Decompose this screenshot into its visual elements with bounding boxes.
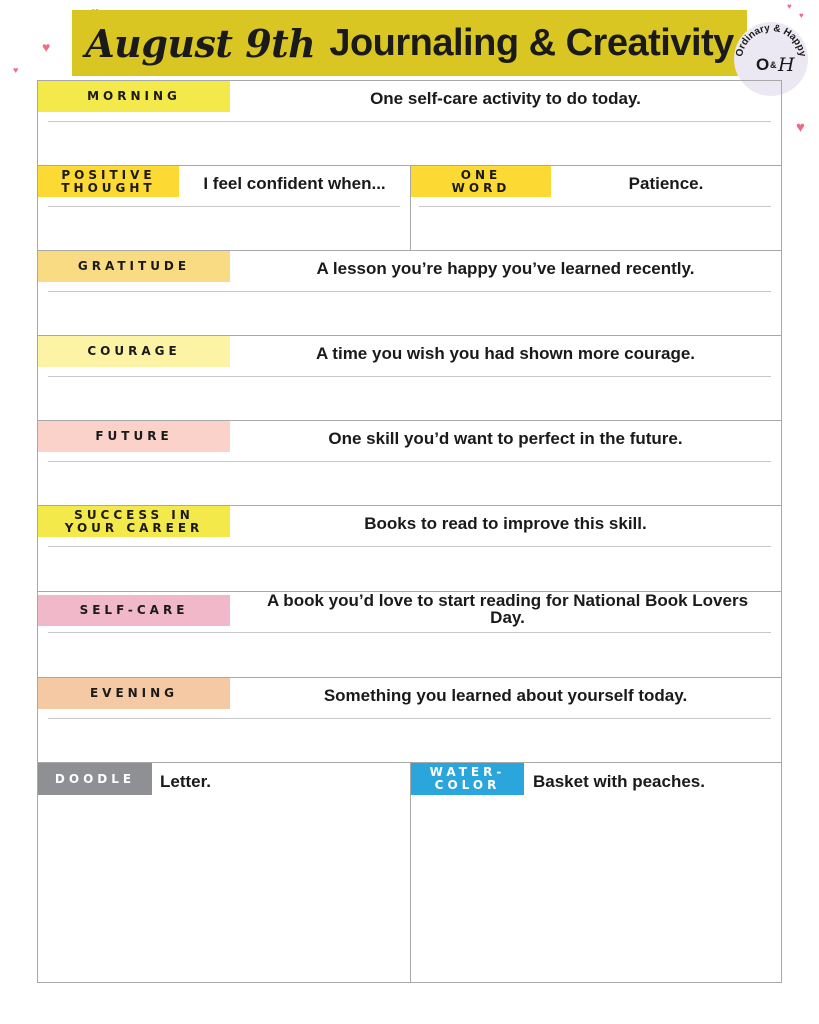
- future-writing-line[interactable]: [48, 461, 771, 462]
- doodle-label-text: DOODLE: [54, 771, 136, 786]
- gratitude-label-text: GRATITUDE: [77, 259, 191, 274]
- evening-prompt: Something you learned about yourself today.: [323, 685, 688, 705]
- self-care-section: [38, 592, 781, 678]
- positive-thought-label-line1: POSITIVE: [61, 167, 156, 182]
- gratitude-writing-line[interactable]: [48, 291, 771, 292]
- courage-prompt: A time you wish you had shown more courage.: [315, 343, 696, 363]
- logo-monogram-o: O: [756, 55, 770, 74]
- morning-label: [38, 81, 230, 112]
- positive-thought-cell: [38, 166, 410, 250]
- watercolor-cell[interactable]: [411, 763, 781, 982]
- one-word-label-line2: WORD: [451, 180, 511, 195]
- future-label-text: FUTURE: [95, 429, 173, 444]
- logo-monogram-h: H: [778, 54, 795, 76]
- one-word-prompt: Patience.: [628, 173, 704, 193]
- page-title: Journaling & Creativity: [329, 21, 734, 64]
- courage-writing-line[interactable]: [48, 376, 771, 377]
- morning-label-text: MORNING: [87, 89, 181, 104]
- logo-arc-text: Ordinary & Happy: [734, 22, 808, 58]
- self-care-prompt-line1: A book you’d love to start reading for National Book Lovers: [266, 591, 749, 610]
- success-career-label: [38, 506, 230, 537]
- doodle-cell[interactable]: [38, 763, 410, 982]
- future-label: [38, 421, 230, 452]
- self-care-prompt: [234, 592, 781, 626]
- self-care-writing-line[interactable]: [48, 632, 771, 633]
- courage-label: [38, 336, 230, 367]
- watercolor-label: [411, 763, 524, 795]
- one-word-cell: [411, 166, 781, 250]
- positive-thought-prompt: I feel confident when...: [203, 173, 386, 193]
- self-care-label: [38, 595, 230, 626]
- doodle-prompt: Letter.: [160, 771, 212, 791]
- heart-icon: ♥: [13, 65, 19, 75]
- one-word-writing-line[interactable]: [419, 206, 771, 207]
- title-banner: [72, 10, 747, 76]
- success-career-writing-line[interactable]: [48, 546, 771, 547]
- watercolor-label-line2: COLOR: [434, 778, 501, 792]
- self-care-label-text: SELF-CARE: [79, 603, 189, 618]
- evening-writing-line[interactable]: [48, 718, 771, 719]
- page-date: August 9th: [85, 20, 316, 66]
- gratitude-prompt: A lesson you’re happy you’ve learned recently.: [316, 258, 695, 278]
- future-prompt: One skill you’d want to perfect in the future.: [328, 428, 683, 448]
- positive-thought-label-line2: THOUGHT: [61, 180, 156, 195]
- evening-label: [38, 678, 230, 709]
- courage-section: [38, 336, 781, 421]
- success-career-label-line1: SUCCESS IN: [74, 507, 194, 522]
- gratitude-section: [38, 251, 781, 336]
- evening-section: [38, 678, 781, 763]
- heart-icon: ♥: [42, 39, 51, 55]
- doodle-label: [38, 763, 152, 795]
- positive-thought-label: [38, 166, 179, 197]
- heart-icon: ♥: [799, 11, 804, 20]
- doodle-watercolor-section: [38, 763, 781, 982]
- watercolor-label-line1: WATER-: [429, 765, 506, 780]
- heart-icon: ♥: [787, 2, 792, 11]
- morning-section: [38, 81, 781, 166]
- success-career-label-line2: YOUR CAREER: [64, 520, 204, 535]
- evening-label-text: EVENING: [89, 686, 179, 701]
- one-word-label-line1: ONE: [460, 167, 502, 182]
- heart-icon: ♥: [796, 119, 805, 136]
- svg-text:Ordinary & Happy: [734, 23, 808, 58]
- success-career-prompt: Books to read to improve this skill.: [364, 513, 647, 533]
- journal-sheet: [37, 80, 782, 983]
- one-word-label: [411, 166, 551, 197]
- self-care-prompt-line2: Day.: [490, 608, 525, 627]
- future-section: [38, 421, 781, 506]
- watercolor-prompt: Basket with peaches.: [533, 771, 705, 791]
- courage-label-text: COURAGE: [87, 344, 181, 359]
- positive-thought-one-word-section: [38, 166, 781, 251]
- morning-prompt: One self-care activity to do today.: [370, 88, 641, 108]
- success-career-section: [38, 506, 781, 592]
- logo-monogram-amp: &: [770, 60, 777, 70]
- morning-writing-line[interactable]: [48, 121, 771, 122]
- gratitude-label: [38, 251, 230, 282]
- positive-thought-writing-line[interactable]: [48, 206, 400, 207]
